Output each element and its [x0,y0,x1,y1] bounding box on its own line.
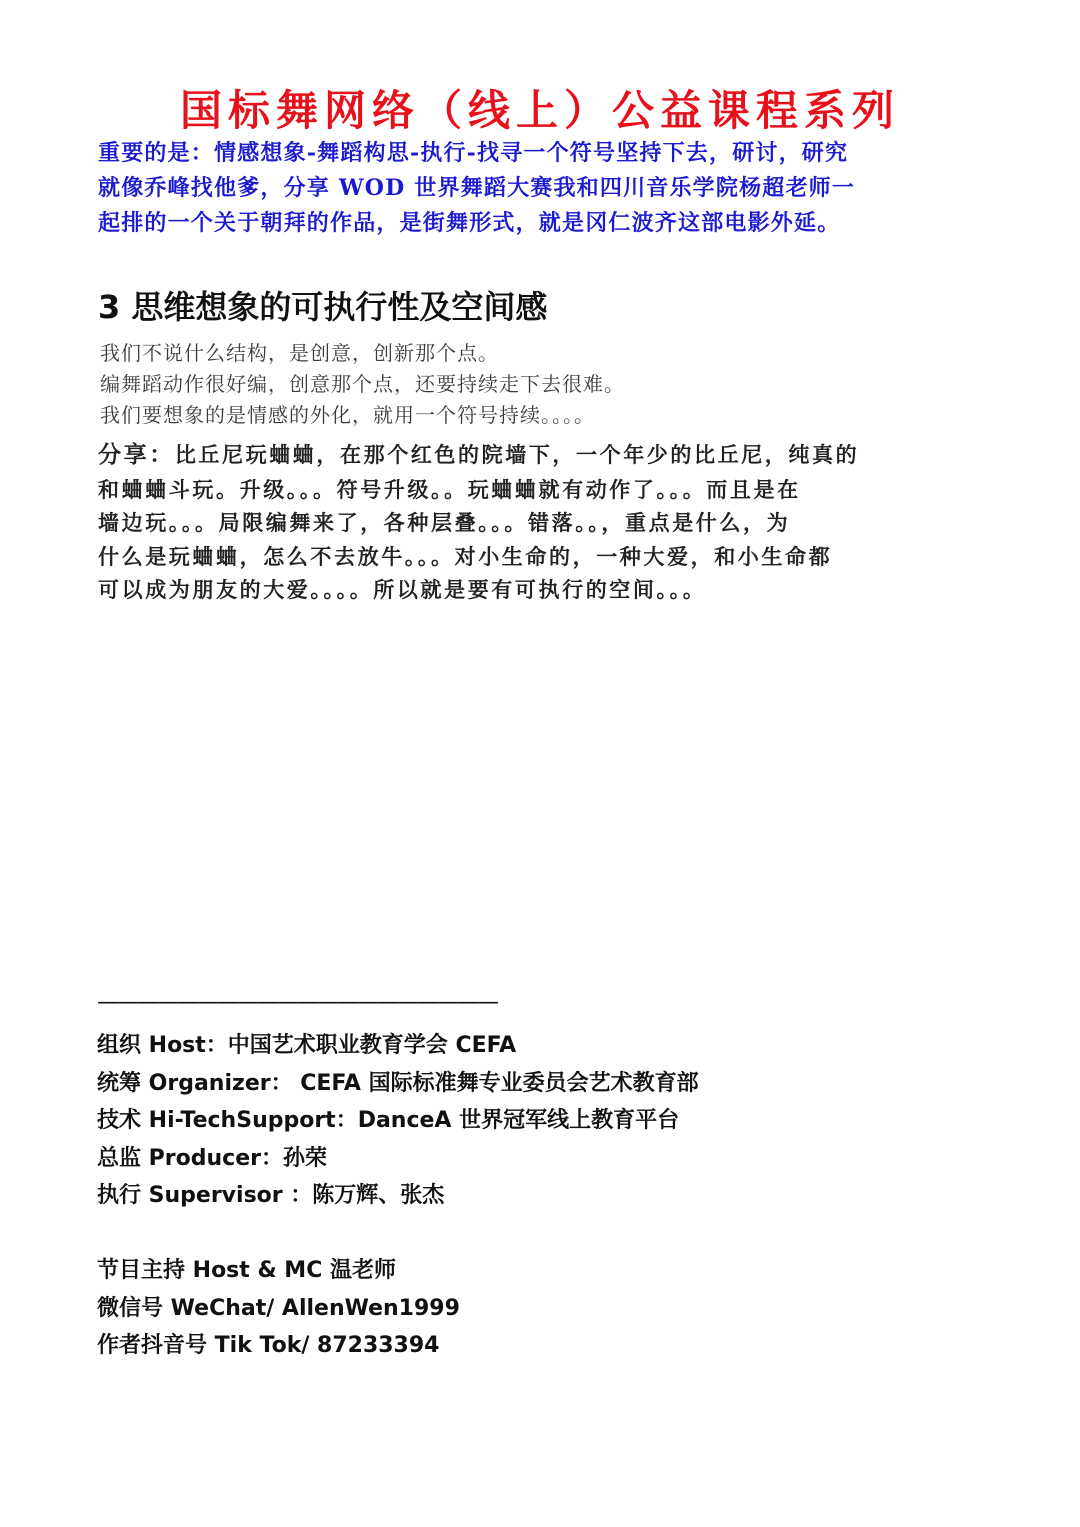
credit-organizer: 统筹 Organizer： CEFA 国际标准舞专业委员会艺术教育部 [97,1070,699,1096]
intro-paragraph [98,136,988,241]
section-heading: 3 思维想象的可执行性及空间感 [98,288,548,326]
contact-host-mc: 节目主持 Host & MC 温老师 [97,1258,396,1283]
credit-tech-support: 技术 Hi-TechSupport：DanceA 世界冠军线上教育平台 [97,1108,680,1133]
credit-host: 组织 Host：中国艺术职业教育学会 CEFA [97,1033,517,1058]
contact-tiktok: 作者抖音号 Tik Tok/ 87233394 [97,1333,440,1358]
intro-lead: 重要的是： [98,141,215,166]
intro-line: 就像乔峰找他爹，分享 WOD 世界舞蹈大赛我和四川音乐学院杨超老师一 [98,175,856,201]
intro-line: 情感想象-舞蹈构思-执行-找寻一个符号坚持下去，研讨，研究 [214,140,849,166]
share-lead: 分享： [98,442,175,468]
contact-list [97,1252,460,1365]
share-paragraph [98,438,983,607]
share-line: 比丘尼玩蛐蛐，在那个红色的院墙下，一个年少的比丘尼，纯真的 [174,442,860,467]
page-title: 国标舞网络（线上）公益课程系列 [179,86,900,135]
section-line: 我们不说什么结构，是创意，创新那个点。 [100,341,499,365]
section-line: 我们要想象的是情感的外化，就用一个符号持续。。。。 [100,403,595,427]
section-lines [100,338,625,431]
share-line: 可以成为朋友的大爱。。。。所以就是要有可执行的空间。。。 [98,577,707,602]
contact-wechat: 微信号 WeChat/ AllenWen1999 [97,1295,460,1321]
credit-producer: 总监 Producer：孙荣 [97,1145,327,1171]
share-line: 墙边玩。。。局限编舞来了，各种层叠。。。错落。。，重点是什么，为 [98,510,791,535]
share-line: 和蛐蛐斗玩。升级。。。符号升级。。玩蛐蛐就有动作了。。。而且是在 [98,476,801,502]
divider-line: ———————————————————— [97,990,497,1015]
credit-supervisor: 执行 Supervisor ：陈万辉、张杰 [97,1183,445,1208]
section-line: 编舞蹈动作很好编，创意那个点，还要持续走下去很难。 [100,372,625,396]
share-line: 什么是玩蛐蛐，怎么不去放牛。。。对小生命的，一种大爱，和小生命都 [98,543,833,569]
credits-list [97,1027,699,1215]
intro-line: 起排的一个关于朝拜的作品，是街舞形式，就是冈仁波齐这部电影外延。 [98,210,841,236]
